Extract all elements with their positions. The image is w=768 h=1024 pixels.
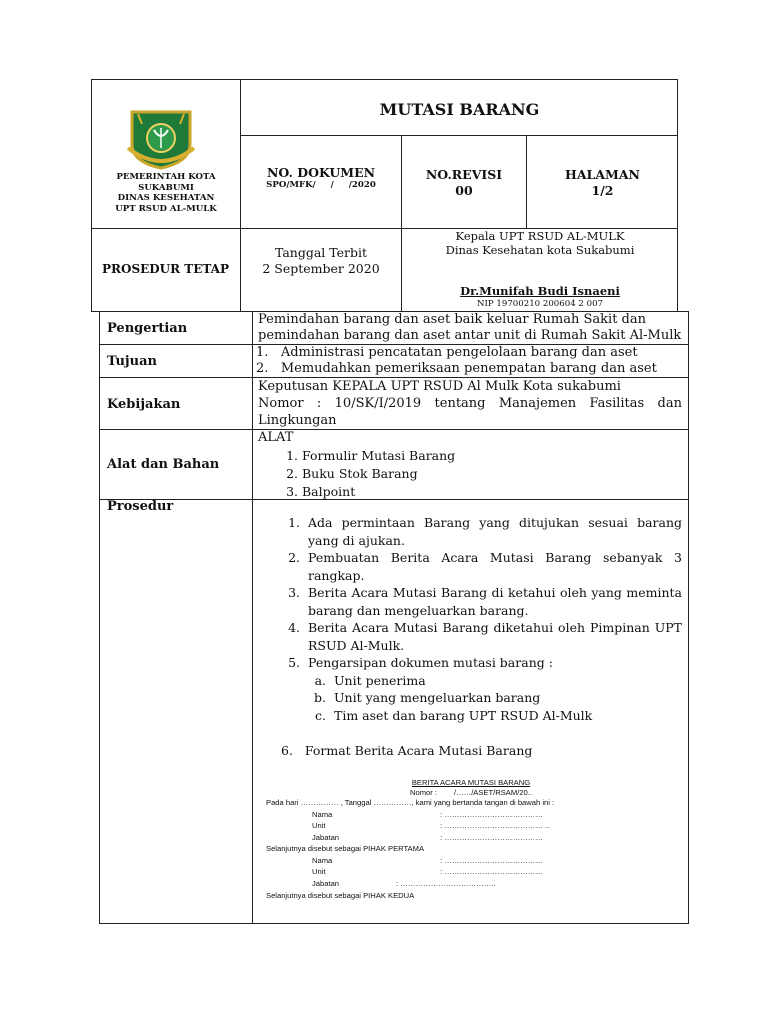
pengertian-text xyxy=(258,312,686,344)
no-dokumen-value: SPO/MFK/ / /2020 xyxy=(266,180,376,190)
form-title: BERITA ACARA MUTASI BARANG xyxy=(411,778,531,787)
list-item: 2. Memudahkan pemeriksaan penempatan barang dan aset xyxy=(256,361,657,376)
no-revisi-label: NO.REVISI xyxy=(425,167,503,182)
tujuan-item: Administrasi pencatatan pengelolaan barang dan aset xyxy=(280,345,638,360)
form-label-unit: Unit xyxy=(312,821,326,830)
org-line: DINAS KESEHATAN xyxy=(117,193,215,203)
form-label-jabatan: Jabatan xyxy=(312,879,340,888)
list-item: 4. Berita Acara Mutasi Barang diketahui oleh Pimpinan UPT RSUD Al-Mulk. xyxy=(304,619,682,654)
form-label-unit: Unit xyxy=(312,867,326,876)
list-item xyxy=(304,654,682,724)
tujuan-list xyxy=(256,345,686,377)
kepala-line: Dinas Kesehatan kota Sukabumi xyxy=(445,243,635,257)
list-item: 1. Formulir Mutasi Barang xyxy=(302,447,682,465)
form-fill: : ………………………………… .. xyxy=(440,821,550,830)
signer-name: Dr.Munifah Budi Isnaeni xyxy=(460,284,620,298)
form-nomor: Nomor : /……/ASET/RSAM/20.. xyxy=(410,788,532,797)
kebijakan-text xyxy=(258,378,682,429)
prosedur-item-text: Pengarsipan dokumen mutasi barang : xyxy=(308,655,553,670)
org-line: UPT RSUD AL-MULK xyxy=(115,203,217,214)
form-fill: : ……………………………….. xyxy=(396,879,496,888)
form-pihak-pertama: Selanjutnya disebut sebagai PIHAK PERTAMA xyxy=(266,844,425,853)
list-item: 1. Ada permintaan Barang yang ditujukan sesuai barang yang di ajukan. xyxy=(304,514,682,549)
form-label-nama: Nama xyxy=(312,810,333,819)
kebijakan-line: Nomor : 10/SK/I/2019 tentang Manajemen Fasilitas dan xyxy=(258,396,682,411)
no-revisi-value: 00 xyxy=(455,183,473,198)
org-name xyxy=(96,172,236,214)
alat-list xyxy=(258,447,682,501)
org-line: SUKABUMI xyxy=(138,182,194,193)
list-item: b. Unit yang mengeluarkan barang xyxy=(330,689,682,707)
form-fill: : ………………………………… xyxy=(440,810,543,819)
halaman-label: HALAMAN xyxy=(565,167,640,182)
form-label-nama: Nama xyxy=(312,856,333,865)
kebijakan-line: Keputusan KEPALA UPT RSUD Al Mulk Kota sukabumi xyxy=(258,379,621,394)
list-item: 2. Pembuatan Berita Acara Mutasi Barang sebanyak 3 rangkap. xyxy=(304,549,682,584)
form-fill: : ………………………………… xyxy=(440,856,543,865)
list-item: 3. Balpoint xyxy=(302,483,682,501)
no-dokumen-label: NO. DOKUMEN xyxy=(266,165,376,180)
alat-heading: ALAT xyxy=(258,430,294,445)
form-label-jabatan: Jabatan xyxy=(312,833,340,842)
alat-label: Alat dan Bahan xyxy=(107,457,220,472)
form-fill: : ………………………………… xyxy=(440,833,543,842)
halaman-value: 1/2 xyxy=(591,183,614,198)
prosedur-label: Prosedur xyxy=(107,499,174,514)
list-item: 2. Buku Stok Barang xyxy=(302,465,682,483)
prosedur-section xyxy=(258,514,682,724)
kebijakan-line: Lingkungan xyxy=(258,413,337,428)
prosedur-item-text: Format Berita Acara Mutasi Barang xyxy=(304,743,533,758)
pengertian-label: Pengertian xyxy=(107,321,188,336)
list-item: 3. Berita Acara Mutasi Barang di ketahui oleh yang meminta barang dan mengeluarkan barang. xyxy=(304,584,682,619)
prosedur-list xyxy=(258,514,682,724)
list-item: a. Unit penerima xyxy=(330,672,682,690)
kepala-line: Kepala UPT RSUD AL-MULK xyxy=(455,229,625,243)
arsip-list xyxy=(308,672,682,725)
prosedur-item-6: 6. Format Berita Acara Mutasi Barang xyxy=(281,743,533,758)
list-item: c. Tim aset dan barang UPT RSUD Al-Mulk xyxy=(330,707,682,725)
org-line: PEMERINTAH KOTA xyxy=(116,172,216,182)
list-item: 1. Administrasi pencatatan pengelolaan barang dan aset xyxy=(256,345,638,360)
tujuan-label: Tujuan xyxy=(107,354,157,369)
form-intro: Pada hari …………… , Tanggal ……………, kami yang bertanda tangan di bawah ini : xyxy=(266,798,555,807)
form-fill: : ………………………………… xyxy=(440,867,543,876)
pengertian-line: pemindahan barang dan aset antar unit di Rumah Sakit Al-Mulk xyxy=(258,328,682,343)
form-pihak-kedua: Selanjutnya disebut sebagai PIHAK KEDUA xyxy=(266,891,415,900)
document-title: MUTASI BARANG xyxy=(379,100,540,119)
prosedur-tetap-label: PROSEDUR TETAP xyxy=(102,262,229,276)
divider xyxy=(240,135,678,136)
tujuan-item: Memudahkan pemeriksaan penempatan barang dan aset xyxy=(280,361,657,376)
kebijakan-label: Kebijakan xyxy=(107,397,181,412)
tanggal-terbit-label: Tanggal Terbit xyxy=(274,245,368,260)
tanggal-terbit-value: 2 September 2020 xyxy=(262,261,380,276)
city-emblem-icon xyxy=(124,108,198,170)
alat-section xyxy=(258,429,682,501)
pengertian-line: Pemindahan barang dan aset baik keluar Rumah Sakit dan xyxy=(258,312,647,327)
signer-nip: NIP 19700210 200604 2 007 xyxy=(476,299,604,309)
divider xyxy=(252,311,253,924)
